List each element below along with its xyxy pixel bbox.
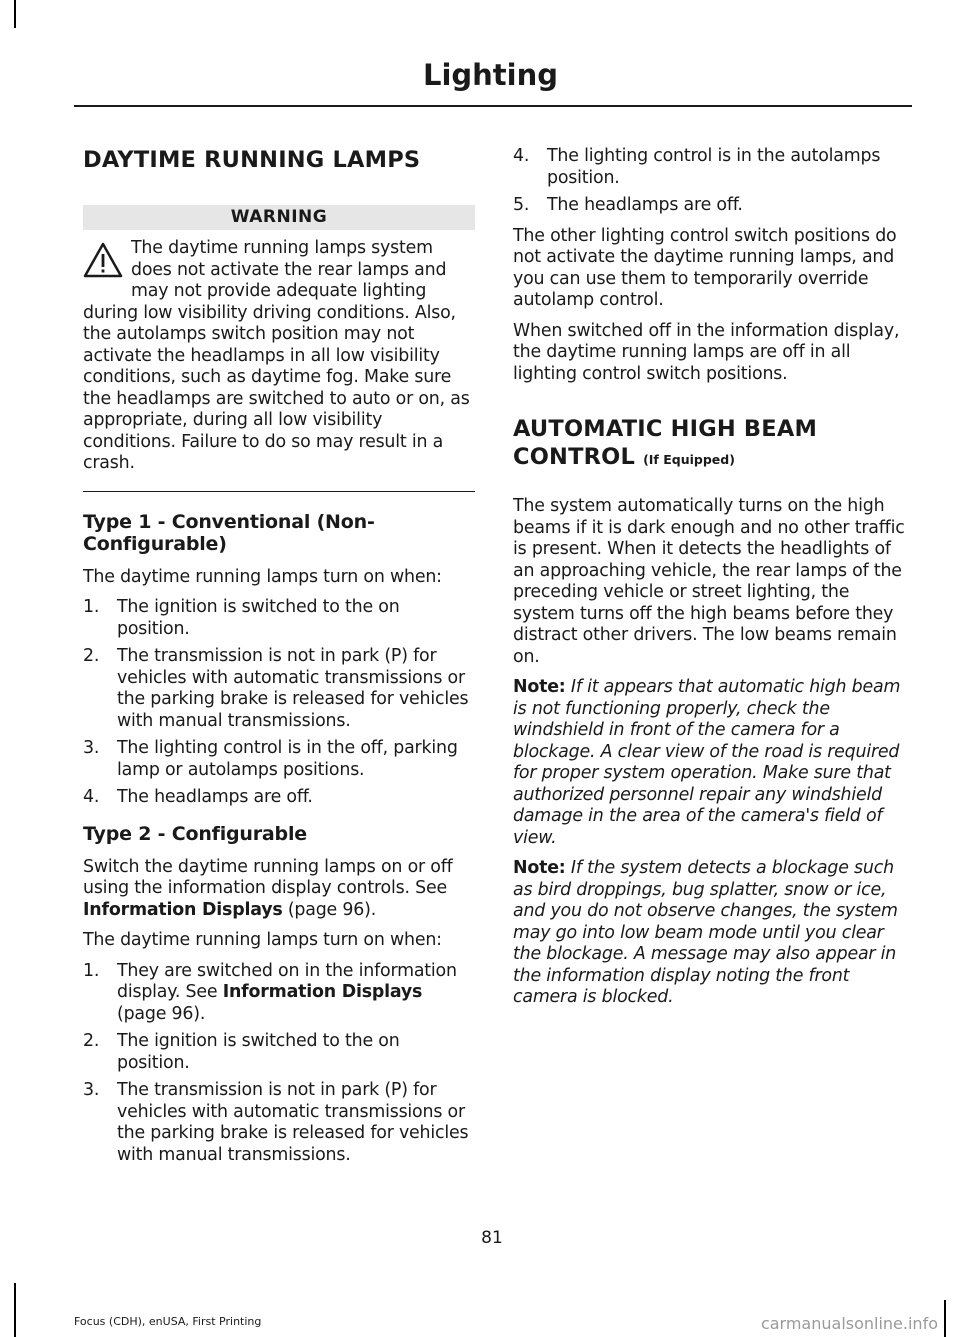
list-item bbox=[83, 597, 475, 640]
crop-mark bbox=[14, 1283, 16, 1337]
list-number: 1. bbox=[83, 597, 100, 617]
list-number: 5. bbox=[513, 195, 530, 215]
subsection-title-type1: Type 1 - Conventional (Non-Configurable) bbox=[83, 510, 375, 555]
if-equipped-label: (If Equipped) bbox=[643, 452, 735, 467]
type2-list-continued bbox=[513, 146, 908, 217]
list-item bbox=[513, 146, 908, 189]
list-number: 3. bbox=[83, 738, 100, 758]
note-2 bbox=[513, 858, 908, 1009]
note-label: Note: bbox=[513, 677, 566, 697]
list-item bbox=[83, 1031, 475, 1074]
type2-paragraph-text: Switch the daytime running lamps on or off using the information display controls. See bbox=[83, 856, 453, 898]
information-displays-link[interactable]: Information Displays bbox=[222, 982, 423, 1002]
list-item bbox=[83, 1080, 475, 1166]
warning-text: The daytime running lamps system does not activate the rear lamps and may not provide adequate lighting during low visibility driving conditions. Also, the autolamps switch position may not activate the headlamps in all low visibility conditions, such as daytime fog. Make sure the headlamps are switched to auto or on, as appropriate, during all low visibility conditions. Failure to do so may result in a crash. bbox=[83, 238, 470, 473]
list-item bbox=[83, 646, 475, 732]
information-displays-link[interactable]: Information Displays bbox=[83, 899, 283, 920]
warning-box bbox=[83, 238, 475, 475]
list-text: The headlamps are off. bbox=[117, 787, 313, 807]
section-title-automatic-high-beam bbox=[513, 415, 908, 474]
note-label: Note: bbox=[513, 858, 566, 878]
section-title-line2: CONTROL bbox=[513, 444, 636, 470]
list-text: The lighting control is in the autolamps position. bbox=[547, 146, 881, 188]
list-item bbox=[83, 961, 475, 1026]
list-text: The transmission is not in park (P) for vehicles with automatic transmissions or the parking brake is released for vehicles with manual transmissions. bbox=[117, 1080, 469, 1165]
list-number: 3. bbox=[83, 1080, 100, 1100]
page-reference: (page 96). bbox=[282, 899, 377, 920]
list-number: 1. bbox=[83, 960, 100, 981]
note-text: If it appears that automatic high beam is not functioning properly, check the windshield in front of the camera for a blockage. A clear view of the road is required for proper system operation. Make sure that authorized personnel repair any windshield damage in the area of the camera's field of view. bbox=[513, 677, 901, 848]
list-text: The transmission is not in park (P) for vehicles with automatic transmissions or the parking brake is released for vehicles with manual transmissions. bbox=[117, 646, 469, 731]
watermark: carmanualsonline.info bbox=[760, 1314, 938, 1333]
type1-list bbox=[83, 597, 475, 809]
page-reference: (page 96). bbox=[117, 1003, 206, 1024]
note-1 bbox=[513, 677, 908, 849]
list-text: The lighting control is in the off, parking lamp or autolamps positions. bbox=[117, 738, 458, 780]
type2-intro: The daytime running lamps turn on when: bbox=[83, 930, 442, 950]
list-item bbox=[513, 195, 908, 217]
list-item bbox=[83, 787, 475, 809]
list-text: They are switched on in the information display. See bbox=[117, 960, 457, 1002]
section-title-daytime-running-lamps: DAYTIME RUNNING LAMPS bbox=[83, 147, 421, 173]
type1-intro: The daytime running lamps turn on when: bbox=[83, 566, 442, 587]
list-text: The ignition is switched to the on position. bbox=[117, 597, 400, 639]
crop-mark bbox=[14, 0, 16, 28]
note-text: If the system detects a blockage such as bird droppings, bug splatter, snow or ice, and you do not observe changes, the system may go into low beam mode until you clear the blockage. A message may also appear in the information display noting the front camera is blocked. bbox=[513, 858, 898, 1007]
override-paragraph: The other lighting control switch positions do not activate the daytime running lamps, and you can use them to temporarily override autolamp control. bbox=[513, 225, 897, 310]
subsection-title-type2: Type 2 - Configurable bbox=[83, 822, 307, 845]
left-column bbox=[83, 146, 475, 1175]
page-header-title: Lighting bbox=[422, 58, 558, 92]
warning-label: WARNING bbox=[83, 205, 475, 230]
high-beam-description: The system automatically turns on the high beams if it is dark enough and no other traffic is present. When it detects the headlights of an approaching vehicle, the rear lamps of the preceding vehicle or street lighting, the system turns off the high beams before they distract other drivers. The low beams remain on. bbox=[513, 496, 905, 667]
warning-triangle-icon bbox=[83, 240, 129, 284]
right-column bbox=[513, 146, 908, 1018]
list-number: 2. bbox=[83, 1031, 100, 1051]
warning-divider bbox=[83, 491, 475, 492]
type2-paragraph bbox=[83, 857, 475, 922]
header-rule bbox=[74, 105, 912, 107]
list-text: The headlamps are off. bbox=[547, 195, 743, 215]
type2-list bbox=[83, 961, 475, 1167]
list-number: 4. bbox=[513, 146, 530, 166]
section-title-line1: AUTOMATIC HIGH BEAM bbox=[513, 416, 818, 442]
crop-mark bbox=[944, 1300, 946, 1337]
footer-edition: Focus (CDH), enUSA, First Printing bbox=[74, 1315, 262, 1328]
switched-off-paragraph: When switched off in the information display, the daytime running lamps are off in all lighting control switch positions. bbox=[513, 320, 900, 384]
list-text: The ignition is switched to the on position. bbox=[117, 1031, 400, 1073]
list-number: 4. bbox=[83, 787, 100, 807]
list-number: 2. bbox=[83, 646, 100, 666]
page-number: 81 bbox=[481, 1228, 503, 1248]
list-item bbox=[83, 738, 475, 781]
